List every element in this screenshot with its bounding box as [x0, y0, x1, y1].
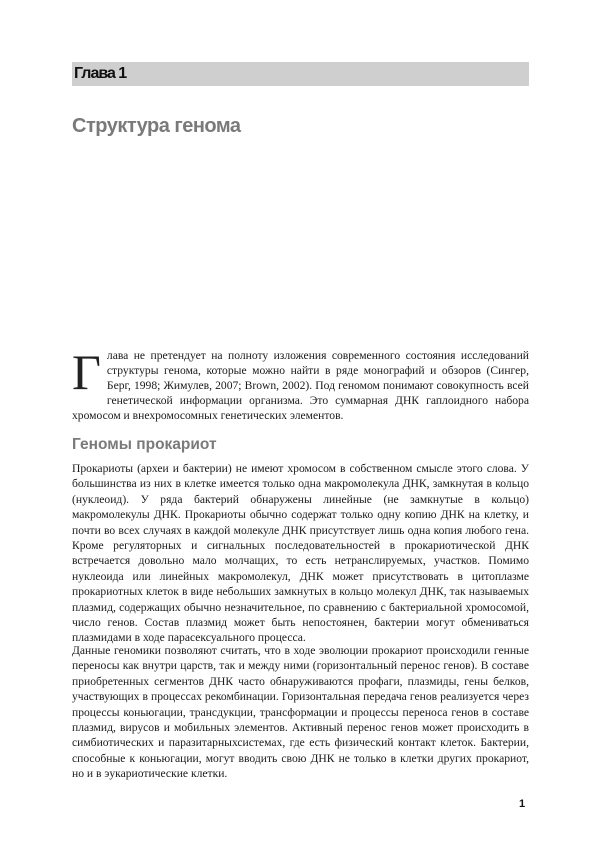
chapter-title: Структура генома	[72, 115, 241, 137]
drop-cap: Г	[72, 344, 101, 400]
intro-text: лава не претендует на полноту изложения современного состояния исследований структуры генома, которые можно найти в ряде монографий и обзоров (Сингер, Берг, 1998; Жимулев, 2007; Brown, 2002). Под геномом понимают совокупность всей генетической информации организма. Это суммарная ДНК гаплоидного набора хромосом и внехромосомных генетических элементов.	[72, 349, 529, 422]
chapter-label: Глава 1	[74, 65, 127, 82]
chapter-header-bar	[72, 62, 529, 86]
page-number: 1	[519, 798, 526, 810]
section-title: Геномы прокариот	[72, 436, 217, 453]
body-paragraph: Данные геномики позволяют считать, что в ходе эволюции прокариот происходили генные переносы как внутри царств, так и между ними (горизонтальный перенос генов). В составе приобретенных сегментов ДНК часто обнаруживаются профаги, плазмиды, гены белков, участвующих в процессах рекомбинации. Горизонтальная передача генов реализуется через процессы коньюгации, трансдукции, трансформации и процессы переноса генов в составе плазмид, вирусов и мобильных элементов. Активный перенос генов может происходить в симбиотических и паразитарныхсистемах, где есть физический контакт клеток. Бактерии, способные к коньюгации, могут вводить свою ДНК не только в клетки других прокариот, но и в эукариотические клетки.	[72, 644, 529, 781]
body-paragraph: Прокариоты (археи и бактерии) не имеют хромосом в собственном смысле этого слова. У большинства из них в клетке имеется только одна макромолекула ДНК, замкнутая в кольцо (нуклеоид). У ряда бактерий обнаружены линейные (не замкнутые в кольцо) макромолекулы ДНК. Прокариоты обычно содержат только одну копию ДНК на клетку, и почти во всех случаях в каждой молекуле ДНК присутствует лишь одна копия любого гена. Кроме регуляторных и сигнальных последовательностей в прокариотической ДНК встречается довольно мало молчащих, то есть нетранслируемых, участков. Помимо нуклеоида или линейных макромолекул, ДНК может присутствовать в цитоплазме прокариотных клеток в виде небольших замкнутых в кольцо молекул ДНК, так называемых плазмид, содержащих обычно незначительное, по сравнению с бактериальной хромосомой, число генов. Состав плазмид может быть непостоянен, бактерии могут обмениваться плазмидами в ходе парасексуального процесса.	[72, 462, 529, 645]
intro-paragraph	[72, 344, 529, 423]
